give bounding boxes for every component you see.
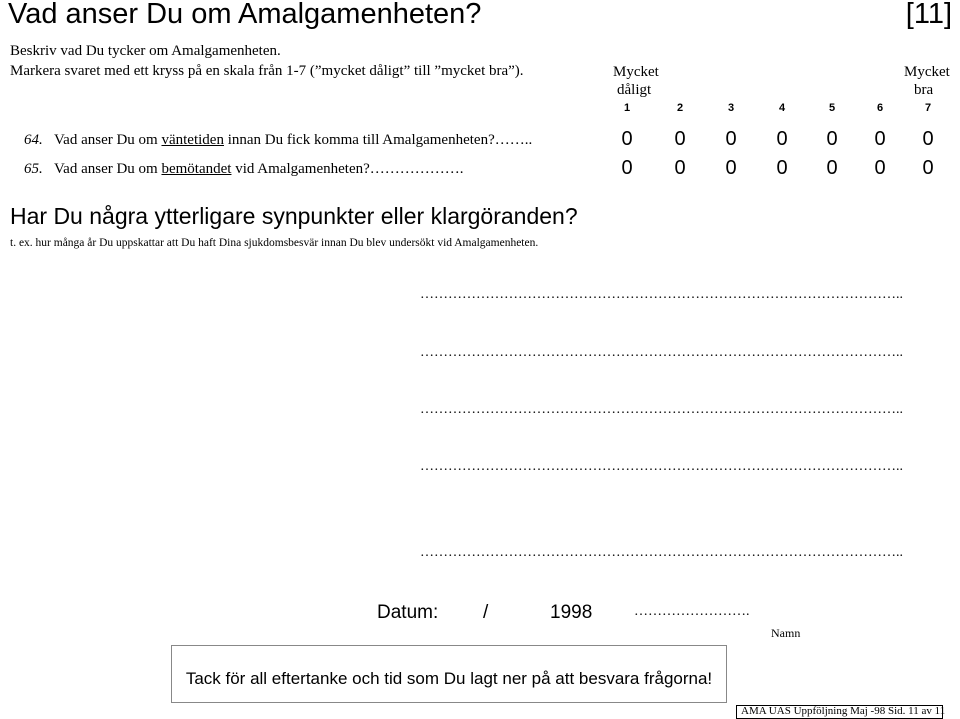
- scale-number-7: 7: [924, 102, 932, 114]
- q64-option-1[interactable]: 0: [621, 128, 633, 150]
- comment-line-1[interactable]: …………………………………………………………………………………………..: [420, 287, 903, 302]
- question-leader: ……………….: [369, 161, 464, 177]
- instruction-line-2: Markera svaret med ett kryss på en skala från 1-7 (”mycket dåligt” till ”mycket bra”).: [10, 63, 524, 79]
- footer-box: [736, 705, 946, 719]
- question-underlined: väntetiden: [161, 132, 224, 148]
- scale-number-6: 6: [876, 102, 884, 114]
- question-number: 65.: [24, 161, 43, 177]
- datum-label: Datum:: [377, 602, 439, 623]
- name-line[interactable]: …………………….: [634, 604, 750, 619]
- question-underlined: bemötandet: [161, 161, 232, 177]
- q64-option-2[interactable]: 0: [674, 128, 686, 150]
- q65-option-5[interactable]: 0: [826, 157, 838, 179]
- comment-line-2[interactable]: …………………………………………………………………………………………..: [420, 345, 903, 360]
- q65-option-7[interactable]: 0: [922, 157, 934, 179]
- q65-option-6[interactable]: 0: [874, 157, 886, 179]
- scale-number-2: 2: [676, 102, 684, 114]
- scale-right-label-1: Mycket: [904, 64, 950, 80]
- scale-left-label-1: Mycket: [613, 64, 659, 80]
- page-title: Vad anser Du om Amalgamenheten?: [8, 0, 482, 30]
- scale-number-4: 4: [778, 102, 786, 114]
- scale-left-label-2: dåligt: [617, 82, 652, 98]
- q64-option-7[interactable]: 0: [922, 128, 934, 150]
- comment-line-4[interactable]: …………………………………………………………………………………………..: [420, 459, 903, 474]
- q64-option-4[interactable]: 0: [776, 128, 788, 150]
- question-text: Vad anser Du om: [54, 132, 162, 148]
- comment-line-5[interactable]: …………………………………………………………………………………………..: [420, 545, 903, 560]
- comment-line-3[interactable]: …………………………………………………………………………………………..: [420, 402, 903, 417]
- name-label: Namn: [771, 626, 801, 640]
- question-leader: ……..: [494, 132, 533, 148]
- footer-text: AMA UAS Uppföljning Maj -98 Sid. 11 av 11: [741, 705, 946, 717]
- q65-option-3[interactable]: 0: [725, 157, 737, 179]
- q64-option-5[interactable]: 0: [826, 128, 838, 150]
- date-separator: /: [483, 602, 489, 623]
- q65-option-1[interactable]: 0: [621, 157, 633, 179]
- question-text-after: innan Du fick komma till Amalgamenheten?: [223, 132, 495, 148]
- question-65: [24, 161, 464, 178]
- scale-number-3: 3: [727, 102, 735, 114]
- comments-heading: Har Du några ytterligare synpunkter eller klargöranden?: [10, 203, 578, 229]
- instruction-line-1: Beskriv vad Du tycker om Amalgamenheten.: [10, 43, 281, 59]
- q64-option-6[interactable]: 0: [874, 128, 886, 150]
- question-text-after: vid Amalgamenheten?: [231, 161, 370, 177]
- q64-option-3[interactable]: 0: [725, 128, 737, 150]
- scale-number-1: 1: [623, 102, 631, 114]
- page-number: [11]: [905, 0, 952, 30]
- question-text: Vad anser Du om: [54, 161, 162, 177]
- q65-option-2[interactable]: 0: [674, 157, 686, 179]
- question-number: 64.: [24, 132, 43, 148]
- thanks-box: [171, 645, 727, 703]
- date-year: 1998: [550, 602, 593, 623]
- q65-option-4[interactable]: 0: [776, 157, 788, 179]
- question-64: [24, 132, 532, 149]
- comments-example: t. ex. hur många år Du uppskattar att Du haft Dina sjukdomsbesvär innan Du blev undersökt vid Amalgamenheten.: [10, 237, 539, 249]
- thanks-text: Tack för all eftertanke och tid som Du lagt ner på att besvara frågorna!: [185, 669, 713, 688]
- scale-number-5: 5: [828, 102, 836, 114]
- scale-right-label-2: bra: [914, 82, 934, 98]
